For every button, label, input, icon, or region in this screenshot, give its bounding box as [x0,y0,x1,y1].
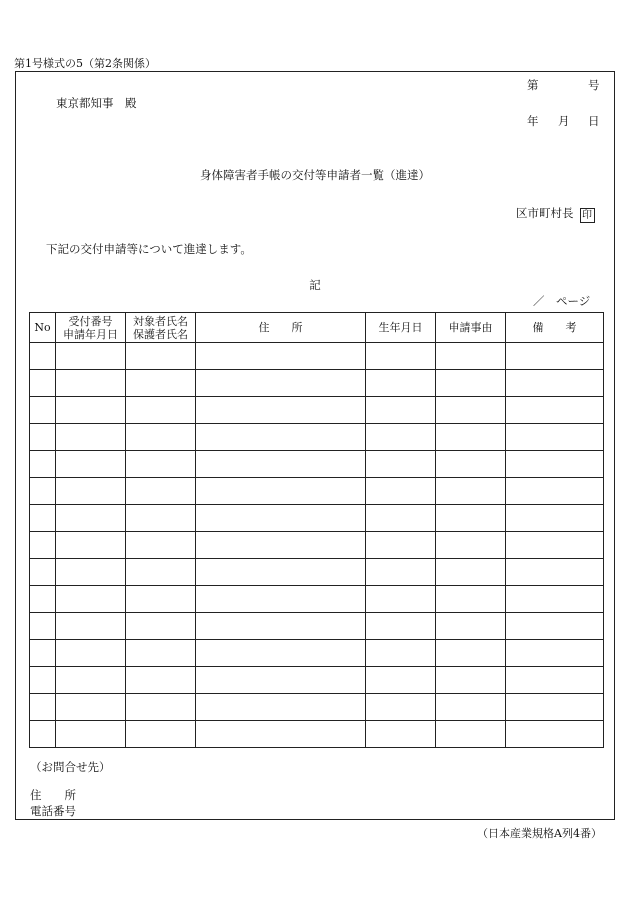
header-birthdate: 生年月日 [366,313,436,343]
table-cell[interactable] [366,667,436,694]
header-receipt: 受付番号 申請年月日 [56,313,126,343]
table-cell[interactable] [126,397,196,424]
header-name: 対象者氏名 保護者氏名 [126,313,196,343]
table-cell[interactable] [126,532,196,559]
table-cell[interactable] [56,586,126,613]
table-cell[interactable] [506,424,604,451]
table-cell[interactable] [436,694,506,721]
table-cell[interactable] [366,478,436,505]
table-cell[interactable] [366,559,436,586]
table-cell[interactable] [366,424,436,451]
table-cell[interactable] [56,559,126,586]
table-row [30,343,604,370]
table-cell[interactable] [56,721,126,748]
table-cell[interactable] [506,505,604,532]
table-cell[interactable] [366,721,436,748]
table-cell[interactable] [126,694,196,721]
table-cell[interactable] [196,586,366,613]
table-cell[interactable] [30,397,56,424]
table-cell[interactable] [366,640,436,667]
table-cell[interactable] [436,451,506,478]
table-cell[interactable] [126,721,196,748]
page-marker: ／ ページ [533,294,591,308]
table-cell[interactable] [506,586,604,613]
table-cell[interactable] [56,343,126,370]
header-no: No [30,313,56,343]
table-cell[interactable] [366,343,436,370]
sender-line [516,205,595,223]
body-text: 下記の交付申請等について進達します。 [46,242,252,256]
table-cell[interactable] [126,613,196,640]
table-cell[interactable] [126,667,196,694]
table-cell[interactable] [30,613,56,640]
table-cell[interactable] [506,343,604,370]
table-cell[interactable] [366,370,436,397]
table-cell[interactable] [196,478,366,505]
table-row [30,397,604,424]
table-cell[interactable] [30,505,56,532]
table-cell[interactable] [506,640,604,667]
table-cell[interactable] [196,694,366,721]
table-row [30,559,604,586]
table-cell[interactable] [56,613,126,640]
table-row [30,586,604,613]
table-cell[interactable] [196,721,366,748]
number-go: 号 [588,78,600,92]
table-cell[interactable] [196,532,366,559]
table-cell[interactable] [56,640,126,667]
table-cell[interactable] [506,694,604,721]
table-cell[interactable] [30,424,56,451]
table-cell[interactable] [506,667,604,694]
table-cell[interactable] [506,397,604,424]
table-cell[interactable] [126,451,196,478]
date-year: 年 [527,114,539,128]
table-cell[interactable] [436,343,506,370]
table-row [30,478,604,505]
number-dai: 第 [527,78,539,92]
table-row [30,532,604,559]
table-cell[interactable] [366,694,436,721]
table-cell[interactable] [436,667,506,694]
addressee: 東京都知事 殿 [56,96,137,110]
ki-label: 記 [309,278,321,292]
table-cell[interactable] [126,370,196,397]
table-cell[interactable] [436,721,506,748]
table-cell[interactable] [196,640,366,667]
table-cell[interactable] [366,532,436,559]
header-reason: 申請事由 [436,313,506,343]
table-cell[interactable] [30,370,56,397]
table-cell[interactable] [56,532,126,559]
table-cell[interactable] [126,505,196,532]
date-month: 月 [558,114,570,128]
sender-label: 区市町村長 [516,206,574,220]
table-cell[interactable] [436,613,506,640]
header-remarks: 備 考 [506,313,604,343]
table-cell[interactable] [56,451,126,478]
table-cell[interactable] [196,613,366,640]
footer-paper-size: （日本産業規格A列4番） [477,827,602,840]
table-cell[interactable] [506,478,604,505]
table-row [30,613,604,640]
table-cell[interactable] [436,586,506,613]
table-cell[interactable] [366,451,436,478]
table-cell[interactable] [126,559,196,586]
contact-heading: （お問合せ先） [30,760,111,774]
table-row [30,721,604,748]
date-day: 日 [588,114,600,128]
table-cell[interactable] [196,667,366,694]
table-cell[interactable] [30,478,56,505]
table-cell[interactable] [56,424,126,451]
table-cell[interactable] [196,424,366,451]
table-cell[interactable] [506,451,604,478]
table-row [30,694,604,721]
table-cell[interactable] [30,451,56,478]
table-row [30,370,604,397]
table-cell[interactable] [30,640,56,667]
table-cell[interactable] [30,343,56,370]
table-cell[interactable] [436,559,506,586]
seal-icon: 印 [580,208,595,223]
table-cell[interactable] [30,586,56,613]
table-cell[interactable] [30,532,56,559]
table-cell[interactable] [506,532,604,559]
table-body [30,343,604,748]
table-cell[interactable] [196,370,366,397]
table-cell[interactable] [126,343,196,370]
table-cell[interactable] [126,586,196,613]
table-cell[interactable] [366,586,436,613]
table-cell[interactable] [56,397,126,424]
table-cell[interactable] [196,343,366,370]
table-cell[interactable] [126,478,196,505]
table-cell[interactable] [30,721,56,748]
document-title: 身体障害者手帳の交付等申請者一覧（進達） [200,168,430,182]
table-cell[interactable] [436,397,506,424]
table-cell[interactable] [56,478,126,505]
contact-address-label: 住 所 [30,788,76,802]
table-cell[interactable] [30,667,56,694]
table-cell[interactable] [436,478,506,505]
table-cell[interactable] [366,397,436,424]
applicant-table [29,312,604,748]
table-row [30,667,604,694]
table-cell[interactable] [196,559,366,586]
table-cell[interactable] [56,694,126,721]
table-cell[interactable] [196,451,366,478]
table-cell[interactable] [56,667,126,694]
form-number-label: 第1号様式の5（第2条関係） [14,57,156,70]
table-row [30,451,604,478]
table-cell[interactable] [506,613,604,640]
table-cell[interactable] [30,694,56,721]
table-row [30,505,604,532]
table-cell[interactable] [366,613,436,640]
table-cell[interactable] [436,370,506,397]
table-row [30,424,604,451]
table-cell[interactable] [126,640,196,667]
table-cell[interactable] [436,532,506,559]
table-header-row [30,313,604,343]
table-cell[interactable] [30,559,56,586]
table-cell[interactable] [56,505,126,532]
table-cell[interactable] [436,505,506,532]
table-cell[interactable] [366,505,436,532]
table-cell[interactable] [506,721,604,748]
table-cell[interactable] [196,505,366,532]
table-row [30,640,604,667]
table-cell[interactable] [126,424,196,451]
table-cell[interactable] [506,370,604,397]
table-cell[interactable] [436,640,506,667]
table-cell[interactable] [56,370,126,397]
contact-phone-label: 電話番号 [30,804,76,818]
table-cell[interactable] [436,424,506,451]
table-cell[interactable] [196,397,366,424]
header-address: 住 所 [196,313,366,343]
table-cell[interactable] [506,559,604,586]
